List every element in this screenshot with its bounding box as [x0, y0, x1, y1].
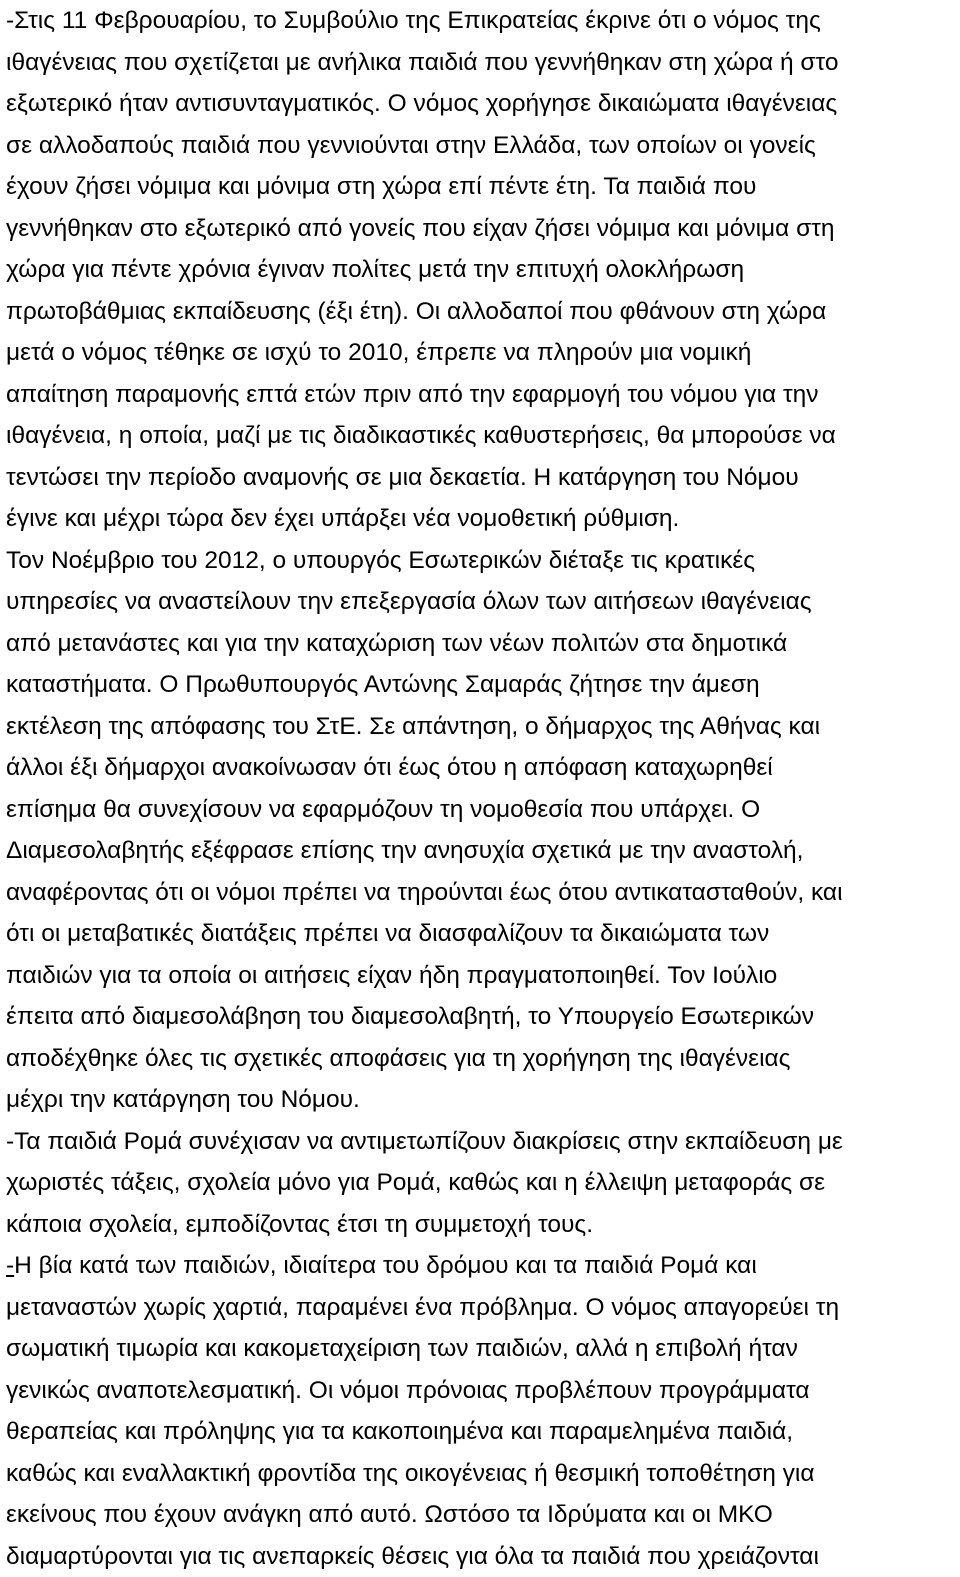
text-line: αποδέχθηκε όλες τις σχετικές αποφάσεις για τη χορήγηση της ιθαγένειας [6, 1038, 956, 1080]
text-line: επίσημα θα συνεχίσουν να εφαρμόζουν τη νομοθεσία που υπάρχει. Ο [6, 789, 956, 831]
text-line: -Στις 11 Φεβρουαρίου, το Συμβούλιο της Επικρατείας έκρινε ότι ο νόμος της [6, 0, 956, 42]
text-line: εκτέλεση της απόφασης του ΣτΕ. Σε απάντηση, ο δήμαρχος της Αθήνας και [6, 706, 956, 748]
text-line: έπειτα από διαμεσολάβηση του διαμεσολαβητή, το Υπουργείο Εσωτερικών [6, 996, 956, 1038]
text-line [6, 1245, 956, 1287]
text-line: -Τα παιδιά Ρομά συνέχισαν να αντιμετωπίζουν διακρίσεις στην εκπαίδευση με [6, 1121, 956, 1163]
text-line: άλλοι έξι δήμαρχοι ανακοίνωσαν ότι έως ότου η απόφαση καταχωρηθεί [6, 747, 956, 789]
text-line: γεννήθηκαν στο εξωτερικό από γονείς που είχαν ζήσει νόμιμα και μόνιμα στη [6, 208, 956, 250]
text-line: Διαμεσολαβητής εξέφρασε επίσης την ανησυχία σχετικά με την αναστολή, [6, 830, 956, 872]
text-line: υπηρεσίες να αναστείλουν την επεξεργασία όλων των αιτήσεων ιθαγένειας [6, 581, 956, 623]
text-line: καθώς και εναλλακτική φροντίδα της οικογένειας ή θεσμική τοποθέτηση για [6, 1453, 956, 1495]
text-line: ιθαγένειας που σχετίζεται με ανήλικα παιδιά που γεννήθηκαν στη χώρα ή στο [6, 42, 956, 84]
text-line: τεντώσει την περίοδο αναμονής σε μια δεκαετία. Η κατάργηση του Νόμου [6, 457, 956, 499]
text-line: χώρα για πέντε χρόνια έγιναν πολίτες μετά την επιτυχή ολοκλήρωση [6, 249, 956, 291]
paragraph-november-2012 [6, 540, 956, 1121]
text-line: χωριστές τάξεις, σχολεία μόνο για Ρομά, καθώς και η έλλειψη μεταφοράς σε [6, 1162, 956, 1204]
text-line: ότι οι μεταβατικές διατάξεις πρέπει να διασφαλίζουν τα δικαιώματα των [6, 913, 956, 955]
text-line: καταστήματα. Ο Πρωθυπουργός Αντώνης Σαμαράς ζήτησε την άμεση [6, 664, 956, 706]
text-line: εξωτερικό ήταν αντισυνταγματικός. Ο νόμος χορήγησε δικαιώματα ιθαγένειας [6, 83, 956, 125]
text-line: έγινε και μέχρι τώρα δεν έχει υπάρξει νέα νομοθετική ρύθμιση. [6, 498, 956, 540]
text-line: αναφέροντας ότι οι νόμοι πρέπει να τηρούνται έως ότου αντικατασταθούν, και [6, 872, 956, 914]
text-line: ιθαγένεια, η οποία, μαζί με τις διαδικαστικές καθυστερήσεις, θα μπορούσε να [6, 415, 956, 457]
text-line: σε αλλοδαπούς παιδιά που γεννιούνται στην Ελλάδα, των οποίων οι γονείς [6, 125, 956, 167]
paragraph-citizenship-ruling [6, 0, 956, 540]
text-line: διαμαρτύρονται για τις ανεπαρκείς θέσεις για όλα τα παιδιά που χρειάζονται [6, 1536, 956, 1577]
text-line: Τον Νοέμβριο του 2012, ο υπουργός Εσωτερικών διέταξε τις κρατικές [6, 540, 956, 582]
text-line: παιδιών για τα οποία οι αιτήσεις είχαν ήδη πραγματοποιηθεί. Τον Ιούλιο [6, 955, 956, 997]
text-line: θεραπείας και πρόληψης για τα κακοποιημένα και παραμελημένα παιδιά, [6, 1411, 956, 1453]
text-line: έχουν ζήσει νόμιμα και μόνιμα στη χώρα επί πέντε έτη. Τα παιδιά που [6, 166, 956, 208]
text-line: εκείνους που έχουν ανάγκη από αυτό. Ωστόσο τα Ιδρύματα και οι ΜΚΟ [6, 1494, 956, 1536]
text-line: πρωτοβάθμιας εκπαίδευσης (έξι έτη). Οι αλλοδαποί που φθάνουν στη χώρα [6, 291, 956, 333]
text-line: μέχρι την κατάργηση του Νόμου. [6, 1079, 956, 1121]
paragraph-violence-against-children [6, 1245, 956, 1577]
text-line: από μετανάστες και για την καταχώριση των νέων πολιτών στα δημοτικά [6, 623, 956, 665]
text-line: μεταναστών χωρίς χαρτιά, παραμένει ένα πρόβλημα. Ο νόμος απαγορεύει τη [6, 1287, 956, 1329]
text-line: κάποια σχολεία, εμποδίζοντας έτσι τη συμμετοχή τους. [6, 1204, 956, 1246]
text-line-rest: Η βία κατά των παιδιών, ιδιαίτερα του δρόμου και τα παιδιά Ρομά και [14, 1252, 757, 1279]
underlined-dash: - [6, 1252, 14, 1279]
text-line: απαίτηση παραμονής επτά ετών πριν από την εφαρμογή του νόμου για την [6, 374, 956, 416]
text-line: μετά ο νόμος τέθηκε σε ισχύ το 2010, έπρεπε να πληρούν μια νομική [6, 332, 956, 374]
document-page [6, 0, 956, 1577]
paragraph-roma-education [6, 1121, 956, 1246]
text-line: σωματική τιμωρία και κακομεταχείριση των παιδιών, αλλά η επιβολή ήταν [6, 1328, 956, 1370]
text-line: γενικώς αναποτελεσματική. Οι νόμοι πρόνοιας προβλέπουν προγράμματα [6, 1370, 956, 1412]
